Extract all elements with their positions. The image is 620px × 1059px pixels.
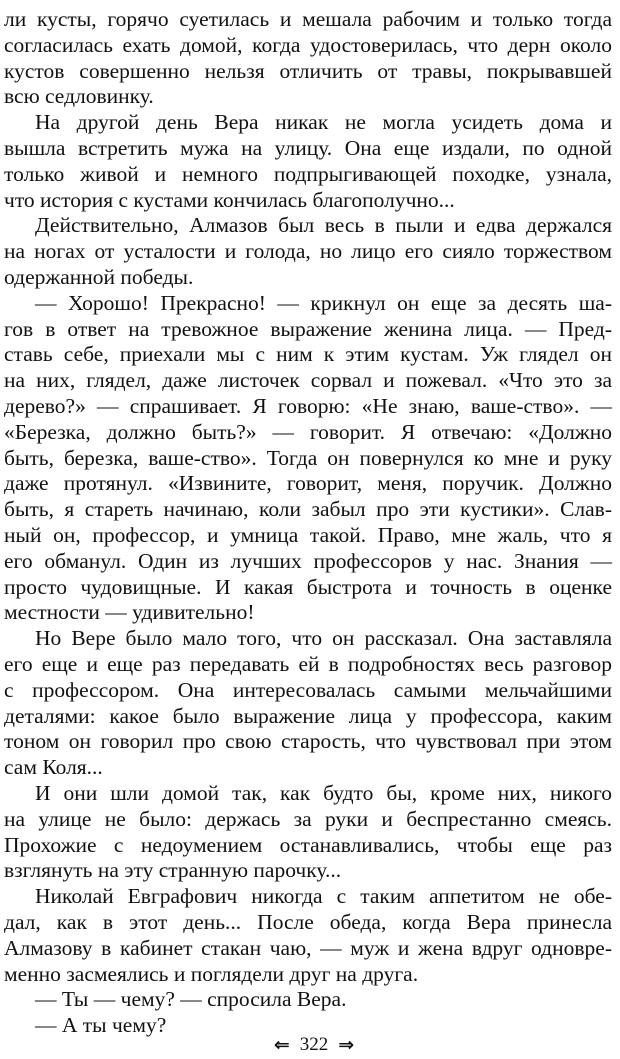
text-line: с профессором. Она интересовалась самыми мельчайшими (4, 677, 612, 702)
text-line: И они шли домой так, как будто бы, кроме них, никого (35, 781, 612, 805)
text-line: что история с кустами кончилась благополучно... (4, 187, 455, 212)
text-line: на них, глядел, даже листочек сорвал и пожевал. «Что это за (4, 368, 612, 393)
text-line: даже протянул. «Извините, говорит, меня, поручик. Должно (4, 471, 612, 496)
text-line: вышла встретить мужа на улицу. Она еще издали, по одной (4, 136, 612, 160)
text-line: Николай Евграфович никогда с таким аппетитом не обе- (35, 884, 612, 909)
text-line: быть, березка, ваше-ство». Тогда он повернулся ко мне и руку (4, 445, 612, 470)
text-line: сам Коля... (4, 755, 103, 780)
text-line: на улице не было: держась за руки и беспрестанно смеясь. (4, 806, 612, 831)
text-line: взглянуть на эту странную парочку... (4, 858, 342, 883)
text-line: Но Вере было мало того, что он рассказал. Она заставляла (35, 626, 612, 651)
text-line: — Ты — чему? — спросила Вера. (35, 987, 347, 1012)
text-line: кустов совершенно нельзя отличить от травы, покрывавшей (4, 58, 612, 83)
text-line: гов в ответ на тревожное выражение женина лица. — Пред- (4, 316, 612, 341)
text-line: ли кусты, горячо суетилась и мешала рабочим и только тогда (4, 7, 612, 31)
text-line: ставь себе, приехали мы с ним к этим кустам. Уж глядел он (4, 342, 612, 367)
text-line: Действительно, Алмазов был весь в пыли и едва держался (35, 213, 612, 238)
arrow-right-icon: ⇒ (338, 1034, 355, 1056)
text-line: дерево?» — спрашивает. Я говорю: «Не знаю, ваше-ство». — (4, 394, 612, 418)
page-footer (4, 1034, 620, 1056)
book-page (4, 0, 614, 1059)
text-line: его еще и еще раз передавать ей в подробностях весь разговор (4, 652, 612, 676)
text-line: согласилась ехать домой, когда удостоверилась, что дерн около (4, 32, 612, 57)
text-line: на ногах от усталости и голода, но лицо его сияло торжеством (4, 239, 612, 264)
page-number: 322 (299, 1034, 329, 1055)
text-line: Алмазову в кабинет стакан чаю, — муж и жена вдруг одновре- (4, 935, 612, 960)
text-line: просто чудовищные. И какая быстрота и точность в оценке (4, 574, 612, 599)
text-line: только живой и немного подпрыгивающей походке, узнала, (4, 161, 612, 186)
text-line: деталями: какое было выражение лица у профессора, каким (4, 703, 612, 728)
text-line: быть, я стареть начинаю, коли забыл про эти кустики». Слав- (4, 497, 612, 522)
text-line: менно засмеялись и поглядели друг на друга. (4, 961, 419, 986)
text-line: тоном он говорил про свою старость, что чувствовал при этом (4, 729, 612, 754)
text-line: «Березка, должно быть?» — говорит. Я отвечаю: «Должно (4, 419, 612, 444)
text-line: ный он, профессор, и умница такой. Право, мне жаль, что я (4, 523, 612, 547)
text-line: На другой день Вера никак не могла усидеть дома и (35, 110, 612, 135)
text-line: одержанной победы. (4, 265, 194, 289)
text-line: местности — удивительно! (4, 600, 255, 625)
arrow-left-icon: ⇐ (273, 1034, 290, 1056)
text-line: всю седловинку. (4, 84, 154, 109)
text-line: дал, как в этот день... После обеда, когда Вера принесла (4, 910, 612, 934)
text-line: — Хорошо! Прекрасно! — крикнул он еще за десять ша- (35, 290, 612, 315)
text-line: его обманул. Один из лучших профессоров у нас. Знания — (4, 548, 612, 573)
text-line: Прохожие с недоумением останавливались, чтобы еще раз (4, 832, 612, 857)
text-line: — А ты чему? (35, 1013, 167, 1038)
